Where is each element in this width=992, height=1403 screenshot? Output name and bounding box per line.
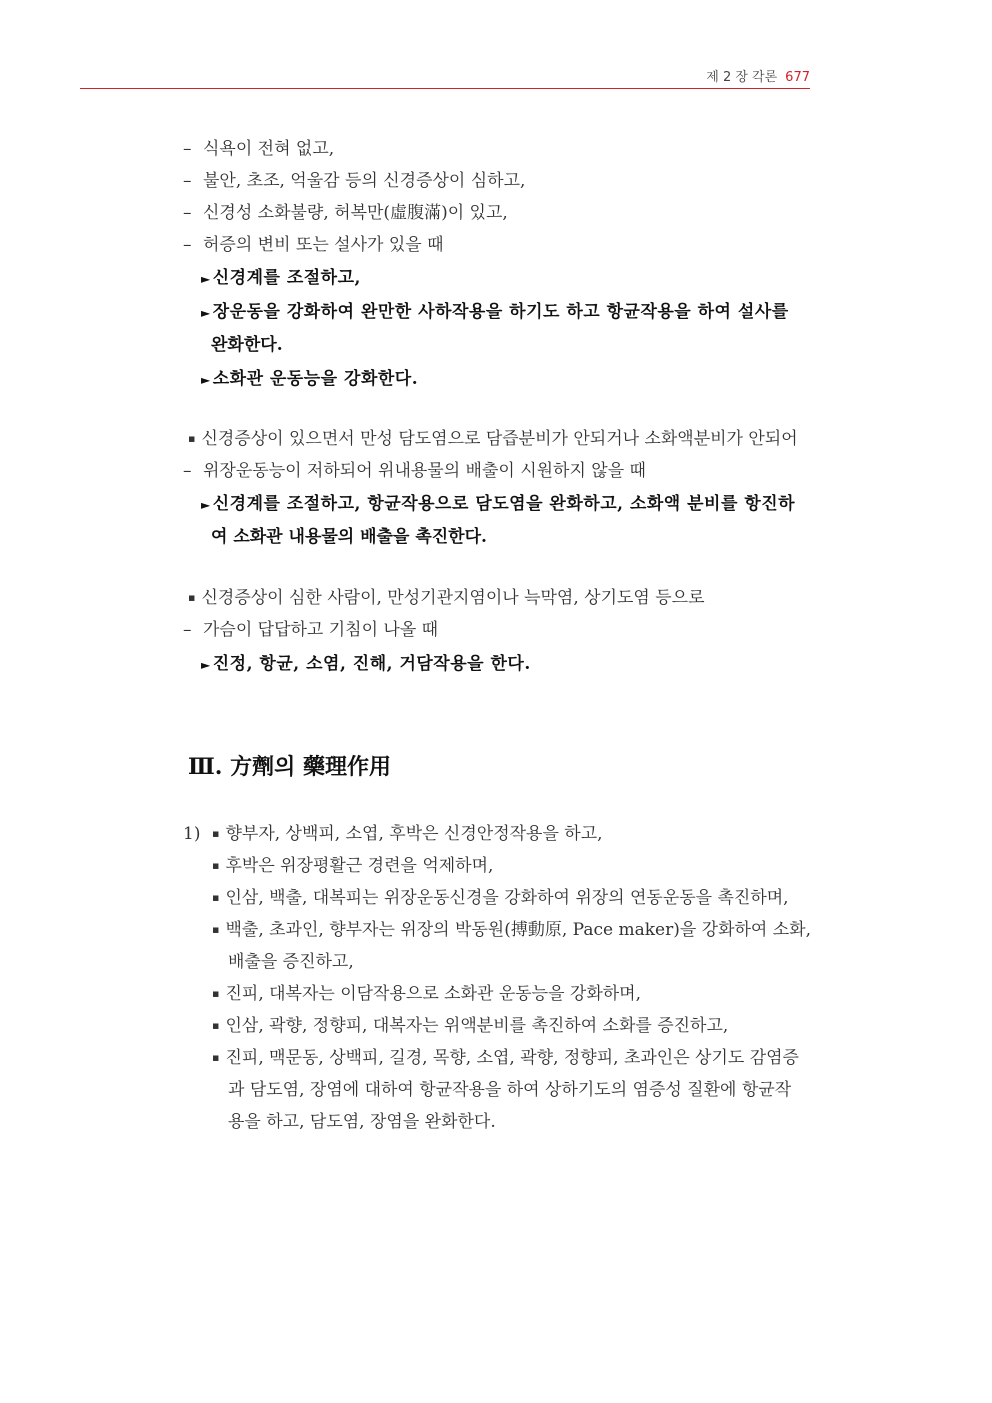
arrow-item-continuation: 여 소화관 내용물의 배출을 촉진한다. — [211, 527, 487, 547]
chapter-title: 제 2 장 각론 — [706, 70, 778, 85]
dash-item: – 가슴이 답답하고 기침이 나올 때 — [183, 620, 439, 640]
header-rule — [80, 88, 810, 89]
running-header — [80, 66, 810, 90]
arrow-item-continuation: 완화한다. — [211, 335, 283, 355]
list-item: ▪ 진피, 맥문동, 상백피, 길경, 목향, 소엽, 곽향, 정향피, 초과인은 상기도 감염증 — [212, 1048, 799, 1068]
list-item: ▪ 인삼, 곽향, 정향피, 대복자는 위액분비를 촉진하여 소화를 증진하고, — [212, 1016, 729, 1036]
arrow-item: ► 소화관 운동능을 강화한다. — [201, 369, 419, 389]
dash-item: – 위장운동능이 저하되어 위내용물의 배출이 시원하지 않을 때 — [183, 461, 646, 481]
arrow-item: ► 신경계를 조절하고, — [201, 268, 361, 288]
arrow-item: ► 장운동을 강화하여 완만한 사하작용을 하기도 하고 항균작용을 하여 설사를 — [201, 302, 789, 322]
list-item-continuation: 과 담도염, 장염에 대하여 항균작용을 하여 상하기도의 염증성 질환에 항균작 — [228, 1080, 792, 1100]
dash-item: – 식욕이 전혀 없고, — [183, 139, 335, 159]
list-item: ▪ 인삼, 백출, 대복피는 위장운동신경을 강화하여 위장의 연동운동을 촉진하며, — [212, 888, 789, 908]
list-item: ▪ 후박은 위장평활근 경련을 억제하며, — [212, 856, 494, 876]
header-text — [706, 66, 810, 85]
square-bullet-item: ▪ 신경증상이 있으면서 만성 담도염으로 담즙분비가 안되거나 소화액분비가 안되어 — [188, 429, 798, 449]
list-number: 1) — [183, 824, 201, 844]
square-bullet-item: ▪ 신경증상이 심한 사람이, 만성기관지염이나 늑막염, 상기도염 등으로 — [188, 588, 705, 608]
list-item: ▪ 진피, 대복자는 이담작용으로 소화관 운동능을 강화하며, — [212, 984, 642, 1004]
list-item: ▪ 향부자, 상백피, 소엽, 후박은 신경안정작용을 하고, — [212, 824, 603, 844]
arrow-item: ► 진정, 항균, 소염, 진해, 거담작용을 한다. — [201, 654, 531, 674]
arrow-item: ► 신경계를 조절하고, 항균작용으로 담도염을 완화하고, 소화액 분비를 항진하 — [201, 494, 796, 514]
dash-item: – 허증의 변비 또는 설사가 있을 때 — [183, 235, 444, 255]
page-number: 677 — [785, 70, 810, 85]
section-title: Ⅲ. 方劑의 藥理作用 — [188, 754, 392, 780]
dash-item: – 불안, 초조, 억울감 등의 신경증상이 심하고, — [183, 171, 526, 191]
list-item: ▪ 백출, 초과인, 향부자는 위장의 박동원(搏動原, Pace maker)을 강화하여 소화, — [212, 920, 811, 940]
list-item-continuation: 용을 하고, 담도염, 장염을 완화한다. — [228, 1112, 496, 1132]
list-item-continuation: 배출을 증진하고, — [228, 952, 354, 972]
dash-item: – 신경성 소화불량, 허복만(虛腹滿)이 있고, — [183, 203, 508, 223]
